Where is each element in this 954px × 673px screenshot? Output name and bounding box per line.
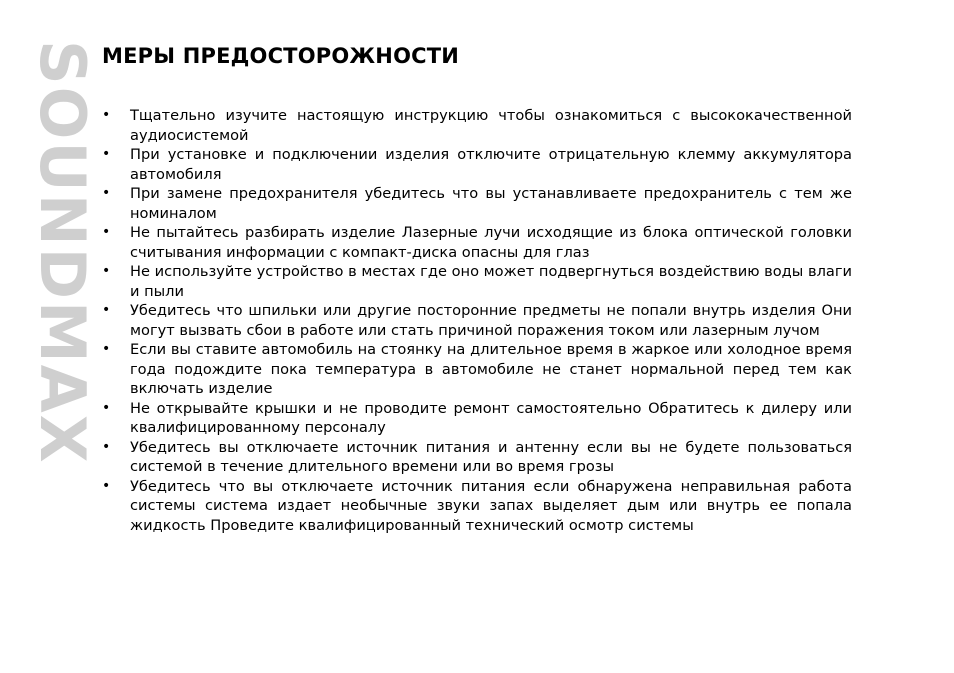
bullet-icon: •	[102, 477, 111, 494]
list-item	[102, 223, 852, 262]
bullet-icon: •	[102, 341, 111, 357]
list-item-text: Не используйте устройство в местах где оно может подвергнуться воздействию воды влаги и пыли	[130, 263, 852, 300]
bullet-icon: •	[102, 302, 111, 318]
bullet-icon: •	[102, 399, 111, 416]
list-item	[102, 340, 852, 399]
list-item-text: Убедитесь что вы отключаете источник питания если обнаружена неправильная работа системы система издает необычные звуки запах выделяет дым или внутрь ее попала жидкость Проведите квалифицированный технический осмотр системы	[130, 477, 852, 534]
list-item	[102, 477, 852, 536]
list-item-text: При замене предохранителя убедитесь что вы устанавливаете предохранитель с тем же номиналом	[130, 185, 852, 222]
list-item-text: При установке и подключении изделия отключите отрицательную клемму аккумулятора автомобиля	[130, 146, 852, 183]
list-item-text: Тщательно изучите настоящую инструкцию чтобы ознакомиться с высококачественной аудиосистемой	[130, 107, 852, 144]
list-item-text: Не пытайтесь разбирать изделие Лазерные лучи исходящие из блока оптической головки считывания информации с компакт-диска опасны для глаз	[130, 224, 852, 261]
list-item	[102, 106, 852, 145]
page-title: МЕРЫ ПРЕДОСТОРОЖНОСТИ	[102, 44, 460, 68]
bullet-icon: •	[102, 185, 111, 201]
list-item	[102, 262, 852, 301]
bullet-icon: •	[102, 146, 111, 162]
list-item-text: Не открывайте крышки и не проводите ремонт самостоятельно Обратитесь к дилеру или квалифицированному персоналу	[130, 399, 852, 436]
list-item	[102, 399, 852, 438]
list-item-text: Если вы ставите автомобиль на стоянку на длительное время в жаркое или холодное время года подождите пока температура в автомобиле не станет нормальной перед тем как включать изделие	[130, 341, 852, 397]
bullet-icon: •	[102, 224, 111, 240]
precautions-list	[102, 106, 852, 535]
bullet-icon: •	[102, 107, 111, 123]
bullet-icon: •	[102, 263, 111, 279]
list-item	[102, 145, 852, 184]
bullet-icon: •	[102, 438, 111, 455]
list-item	[102, 438, 852, 477]
list-item-text: Убедитесь вы отключаете источник питания и антенну если вы не будете пользоваться системой в течение длительного времени или во время грозы	[130, 438, 852, 475]
soundmax-logo: SOUNDMAX	[26, 40, 99, 465]
list-item	[102, 301, 852, 340]
list-item	[102, 184, 852, 223]
list-item-text: Убедитесь что шпильки или другие посторонние предметы не попали внутрь изделия Они могут вызвать сбои в работе или стать причиной поражения током или лазерным лучом	[130, 302, 852, 339]
